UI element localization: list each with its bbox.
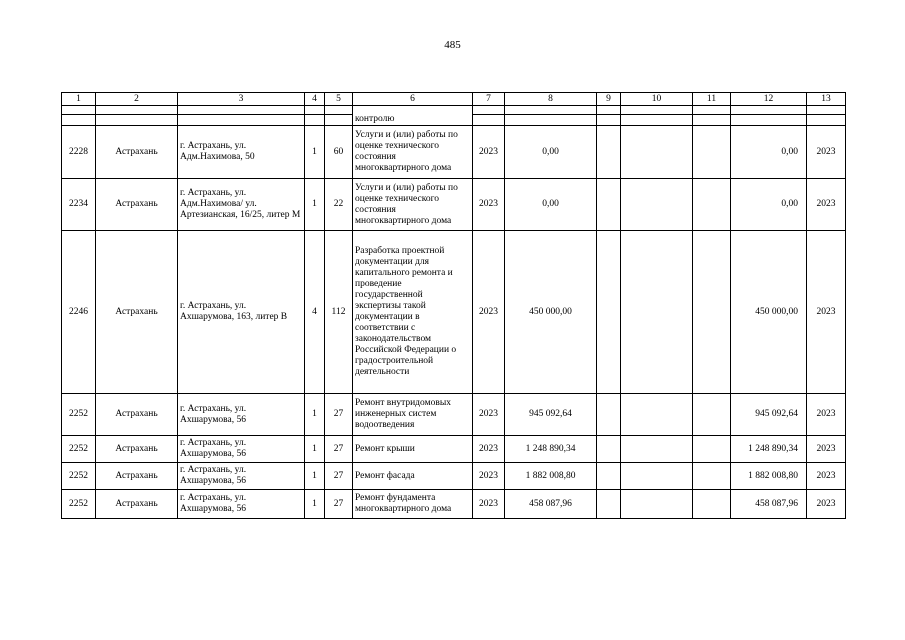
table-cell — [621, 106, 693, 115]
year-cell: 2023 — [473, 394, 505, 436]
end-year-cell: 2023 — [807, 126, 846, 179]
cell-col9 — [597, 436, 621, 463]
city-cell: Астрахань — [96, 179, 178, 231]
end-year-cell: 2023 — [807, 463, 846, 490]
cell-col10 — [621, 126, 693, 179]
cell-col9 — [597, 231, 621, 394]
column-header: 2 — [96, 93, 178, 106]
cell-col9 — [597, 394, 621, 436]
column-header: 6 — [353, 93, 473, 106]
cell-col9 — [597, 179, 621, 231]
cell-col10 — [621, 231, 693, 394]
cell-col4: 1 — [305, 463, 325, 490]
address-cell: г. Астрахань, ул. Ахшарумова, 56 — [178, 490, 305, 519]
cost-cell: 0,00 — [505, 126, 597, 179]
city-cell: Астрахань — [96, 126, 178, 179]
total-cell: 1 882 008,80 — [731, 463, 807, 490]
cell-col10 — [621, 463, 693, 490]
column-header: 8 — [505, 93, 597, 106]
address-cell: г. Астрахань, ул. Ахшарумова, 56 — [178, 463, 305, 490]
column-header: 13 — [807, 93, 846, 106]
continuation-row — [62, 106, 846, 115]
cell-col4: 1 — [305, 179, 325, 231]
table-cell — [325, 106, 353, 115]
end-year-cell: 2023 — [807, 436, 846, 463]
column-header: 3 — [178, 93, 305, 106]
total-cell: 0,00 — [731, 179, 807, 231]
row-number: 2246 — [62, 231, 96, 394]
table-cell — [473, 106, 505, 115]
city-cell: Астрахань — [96, 436, 178, 463]
total-cell: 945 092,64 — [731, 394, 807, 436]
table-cell — [731, 115, 807, 126]
city-cell: Астрахань — [96, 490, 178, 519]
column-number-row — [62, 93, 846, 106]
table-cell — [178, 115, 305, 126]
cell-col10 — [621, 436, 693, 463]
table-row — [62, 179, 846, 231]
data-table — [61, 92, 846, 519]
cell-col5: 27 — [325, 463, 353, 490]
total-cell: 458 087,96 — [731, 490, 807, 519]
table-cell — [505, 115, 597, 126]
table-row — [62, 490, 846, 519]
year-cell: 2023 — [473, 436, 505, 463]
table-cell — [731, 106, 807, 115]
table-cell — [693, 115, 731, 126]
total-cell: 450 000,00 — [731, 231, 807, 394]
table-row — [62, 436, 846, 463]
table-cell — [621, 115, 693, 126]
cell-col4: 1 — [305, 490, 325, 519]
table-cell — [807, 115, 846, 126]
cell-col11 — [693, 231, 731, 394]
cell-col10 — [621, 490, 693, 519]
cell-col4: 1 — [305, 394, 325, 436]
table-cell — [473, 115, 505, 126]
column-header: 11 — [693, 93, 731, 106]
table-cell — [693, 106, 731, 115]
cost-cell: 1 248 890,34 — [505, 436, 597, 463]
cell-col11 — [693, 463, 731, 490]
column-header: 1 — [62, 93, 96, 106]
cell-col5: 27 — [325, 490, 353, 519]
year-cell: 2023 — [473, 463, 505, 490]
address-cell: г. Астрахань, ул. Ахшарумова, 163, литер В — [178, 231, 305, 394]
table-cell — [96, 106, 178, 115]
table-cell — [807, 106, 846, 115]
work-type-cell: Ремонт фундамента многоквартирного дома — [353, 490, 473, 519]
row-number: 2252 — [62, 394, 96, 436]
table-row — [62, 231, 846, 394]
column-header: 5 — [325, 93, 353, 106]
row-number: 2252 — [62, 463, 96, 490]
year-cell: 2023 — [473, 126, 505, 179]
cell-col10 — [621, 394, 693, 436]
table-cell — [505, 106, 597, 115]
cell-col9 — [597, 463, 621, 490]
address-cell: г. Астрахань, ул. Адм.Нахимова/ ул. Артезианская, 16/25, литер М — [178, 179, 305, 231]
cost-cell: 1 882 008,80 — [505, 463, 597, 490]
total-cell: 0,00 — [731, 126, 807, 179]
column-header: 10 — [621, 93, 693, 106]
column-header: 4 — [305, 93, 325, 106]
cost-cell: 458 087,96 — [505, 490, 597, 519]
address-cell: г. Астрахань, ул. Ахшарумова, 56 — [178, 436, 305, 463]
row-number: 2252 — [62, 436, 96, 463]
cell-col11 — [693, 126, 731, 179]
table-cell — [325, 115, 353, 126]
table-cell — [62, 106, 96, 115]
row-number: 2234 — [62, 179, 96, 231]
table-cell — [597, 106, 621, 115]
year-cell: 2023 — [473, 231, 505, 394]
total-cell: 1 248 890,34 — [731, 436, 807, 463]
table-row — [62, 463, 846, 490]
work-type-cell: Ремонт фасада — [353, 463, 473, 490]
cell-col4: 1 — [305, 126, 325, 179]
year-cell: 2023 — [473, 179, 505, 231]
continuation-text: контролю — [353, 106, 473, 126]
cell-col5: 60 — [325, 126, 353, 179]
address-cell: г. Астрахань, ул. Адм.Нахимова, 50 — [178, 126, 305, 179]
table-cell — [62, 115, 96, 126]
work-type-cell: Услуги и (или) работы по оценке технического состояния многоквартирного дома — [353, 179, 473, 231]
address-cell: г. Астрахань, ул. Ахшарумова, 56 — [178, 394, 305, 436]
column-header: 7 — [473, 93, 505, 106]
cell-col11 — [693, 179, 731, 231]
city-cell: Астрахань — [96, 394, 178, 436]
cell-col5: 27 — [325, 436, 353, 463]
city-cell: Астрахань — [96, 231, 178, 394]
cell-col4: 4 — [305, 231, 325, 394]
row-number: 2228 — [62, 126, 96, 179]
column-header: 9 — [597, 93, 621, 106]
table-cell — [96, 115, 178, 126]
table-cell — [597, 115, 621, 126]
table-cell — [305, 106, 325, 115]
cost-cell: 450 000,00 — [505, 231, 597, 394]
end-year-cell: 2023 — [807, 490, 846, 519]
work-type-cell: Услуги и (или) работы по оценке технического состояния многоквартирного дома — [353, 126, 473, 179]
cell-col9 — [597, 126, 621, 179]
year-cell: 2023 — [473, 490, 505, 519]
cell-col4: 1 — [305, 436, 325, 463]
table-row — [62, 394, 846, 436]
column-header: 12 — [731, 93, 807, 106]
cell-col11 — [693, 490, 731, 519]
work-type-cell: Ремонт крыши — [353, 436, 473, 463]
cell-col11 — [693, 436, 731, 463]
cost-cell: 945 092,64 — [505, 394, 597, 436]
row-number: 2252 — [62, 490, 96, 519]
cell-col10 — [621, 179, 693, 231]
end-year-cell: 2023 — [807, 179, 846, 231]
table-row — [62, 126, 846, 179]
city-cell: Астрахань — [96, 463, 178, 490]
work-type-cell: Ремонт внутридомовых инженерных систем водоотведения — [353, 394, 473, 436]
cell-col5: 27 — [325, 394, 353, 436]
cell-col11 — [693, 394, 731, 436]
table-cell — [305, 115, 325, 126]
end-year-cell: 2023 — [807, 231, 846, 394]
page-number: 485 — [444, 39, 461, 51]
work-type-cell: Разработка проектной документации для капитального ремонта и проведение государственной экспертизы такой документации в соответствии с законодательством Российской Федерации о градостроительной деятельности — [353, 231, 473, 394]
cell-col5: 112 — [325, 231, 353, 394]
cost-cell: 0,00 — [505, 179, 597, 231]
cell-col5: 22 — [325, 179, 353, 231]
table-cell — [178, 106, 305, 115]
cell-col9 — [597, 490, 621, 519]
end-year-cell: 2023 — [807, 394, 846, 436]
